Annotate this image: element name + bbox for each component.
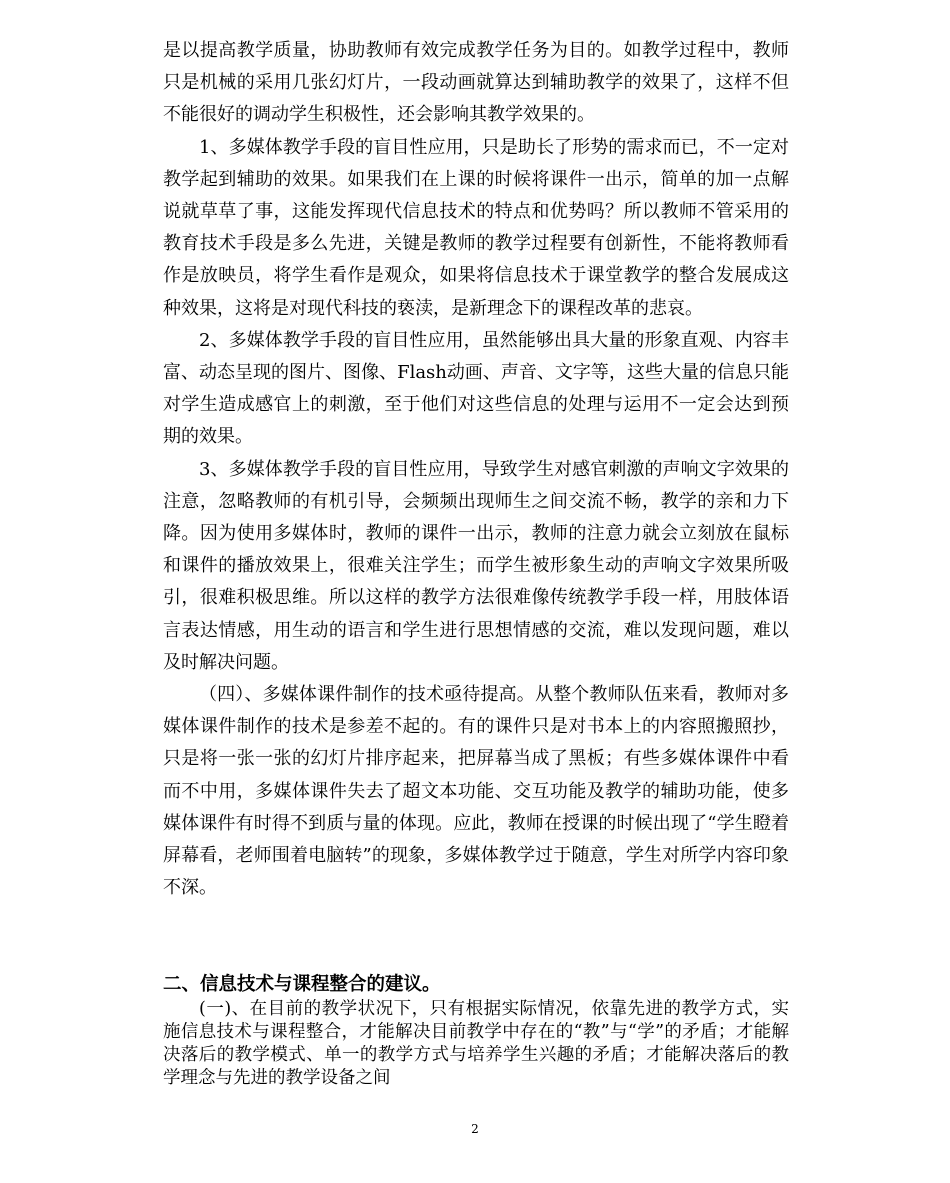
section-heading: 二、信息技术与课程整合的建议。: [163, 974, 441, 995]
paragraph-point-2: 2、多媒体教学手段的盲目性应用，虽然能够出具大量的形象直观、内容丰富、动态呈现的图片、图像、Flash动画、声音、文字等，这些大量的信息只能对学生造成感官上的刺激，至于他们对这些信息的处理与运用不一定会达到预期的效果。: [163, 329, 789, 448]
page-number: 2: [471, 1122, 479, 1136]
paragraph-section-4: （四）、多媒体课件制作的技术亟待提高。从整个教师队伍来看，教师对多媒体课件制作的技术是参差不起的。有的课件只是对书本上的内容照搬照抄，只是将一张一张的幻灯片排序起来，把屏幕当成了黑板；有些多媒体课件中看而不中用，多媒体课件失去了超文本功能、交互功能及教学的辅助功能，使多媒体课件有时得不到质与量的体现。应此，教师在授课的时候出现了“学生瞪着屏幕看，老师围着电脑转”的现象，多媒体教学过于随意，学生对所学内容印象不深。: [163, 684, 789, 899]
paragraph-point-1: 1、多媒体教学手段的盲目性应用，只是助长了形势的需求而已，不一定对教学起到辅助的效果。如果我们在上课的时候将课件一出示，简单的加一点解说就草草了事，这能发挥现代信息技术的特点和优势吗？所以教师不管采用的教育技术手段是多么先进，关键是教师的教学过程要有创新性，不能将教师看作是放映员，将学生看作是观众，如果将信息技术于课堂教学的整合发展成这种效果，这将是对现代科技的亵渎，是新理念下的课程改革的悲哀。: [163, 136, 789, 319]
paragraph-suggestion-1: (一)、在目前的教学状况下，只有根据实际情况，依靠先进的教学方式，实施信息技术与课程整合，才能解决目前教学中存在的“教”与“学”的矛盾；才能解决落后的教学模式、单一的教学方式与培养学生兴趣的矛盾；才能解决落后的教学理念与先进的教学设备之间: [163, 999, 789, 1088]
paragraph-continuation: 是以提高教学质量，协助教师有效完成教学任务为目的。如教学过程中，教师只是机械的采用几张幻灯片，一段动画就算达到辅助教学的效果了，这样不但不能很好的调动学生积极性，还会影响其教学效果的。: [163, 40, 789, 126]
paragraph-point-3: 3、多媒体教学手段的盲目性应用，导致学生对感官刺激的声响文字效果的注意，忽略教师的有机引导，会频频出现师生之间交流不畅，教学的亲和力下降。因为使用多媒体时，教师的课件一出示，教师的注意力就会立刻放在鼠标和课件的播放效果上，很难关注学生；而学生被形象生动的声响文字效果所吸引，很难积极思维。所以这样的教学方法很难像传统教学手段一样，用肢体语言表达情感，用生动的语言和学生进行思想情感的交流，难以发现问题，难以及时解决问题。: [163, 458, 789, 673]
body-text: [163, 35, 789, 904]
